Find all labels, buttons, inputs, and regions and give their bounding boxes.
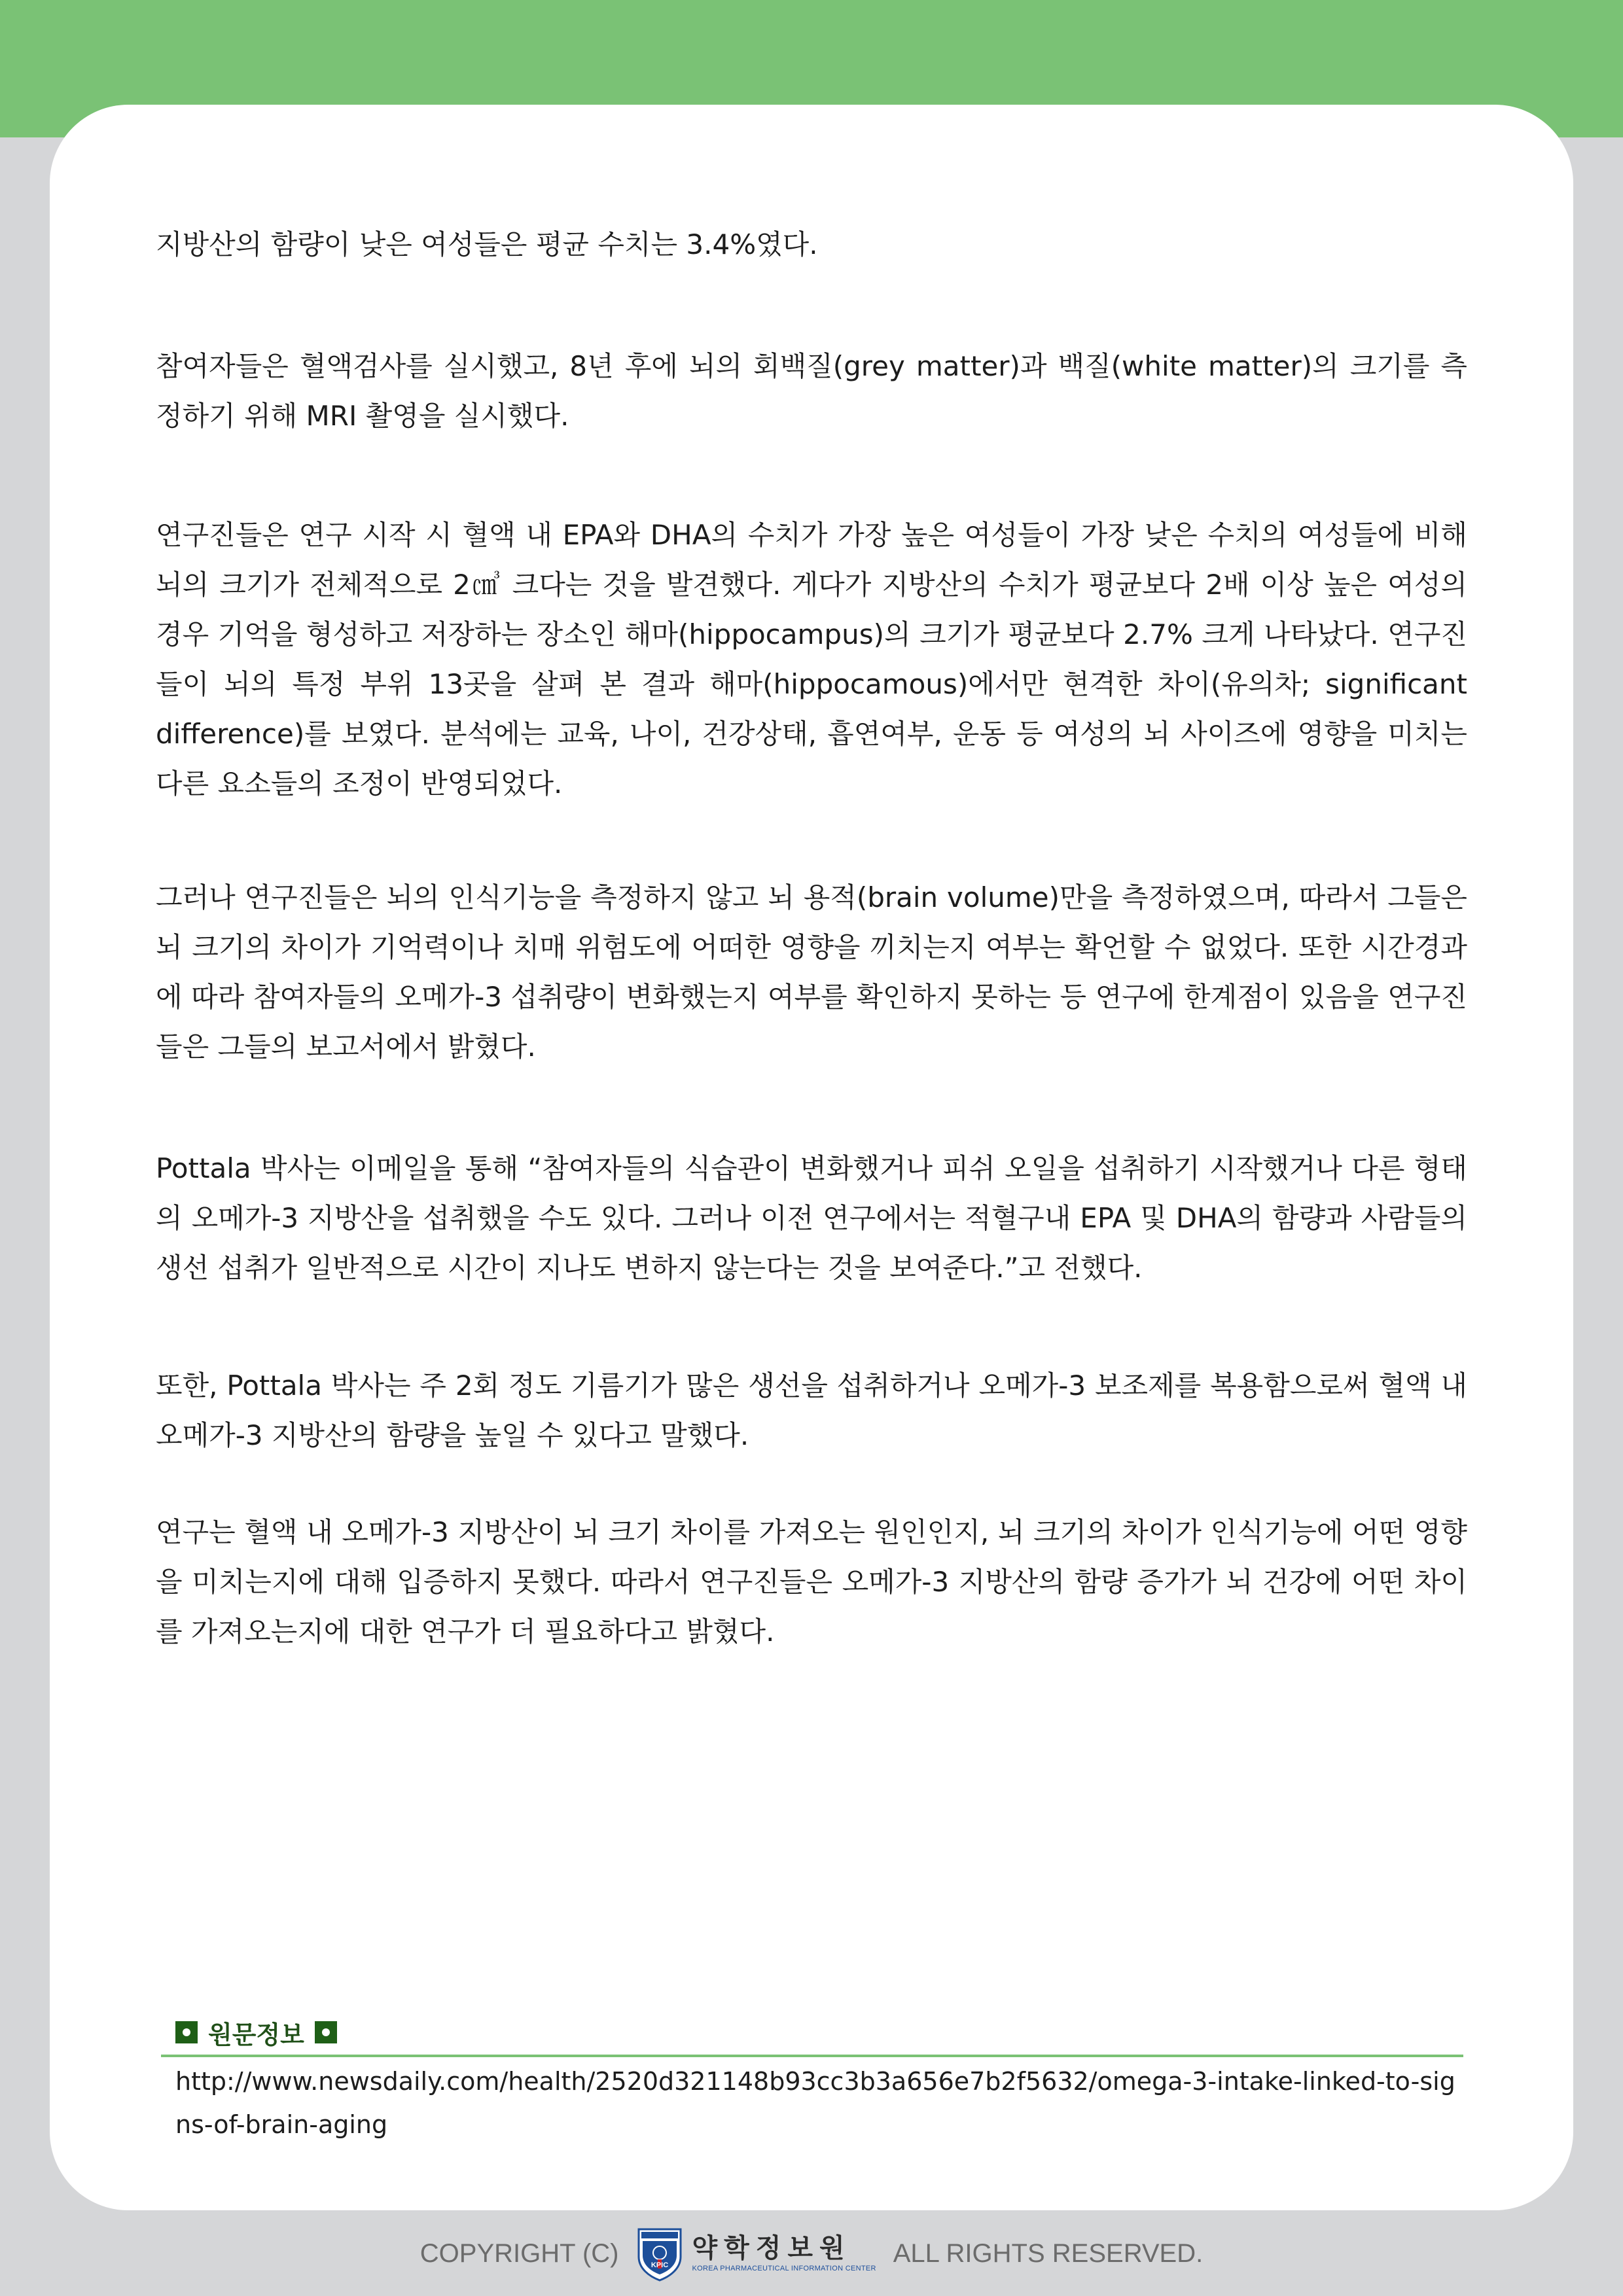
bullet-square-icon xyxy=(315,2021,337,2043)
logo-text-block xyxy=(692,2233,876,2274)
source-info xyxy=(161,2017,1463,2146)
paragraph-4: 그러나 연구진들은 뇌의 인식기능을 측정하지 않고 뇌 용적(brain volume)만을 측정하였으며, 따라서 그들은 뇌 크기의 차이가 기억력이나 치매 위험도에 어떠한 영향을 끼치는지 여부는 확언할 수 없었다. 또한 시간경과에 따라 참여자들의 오메가-3 섭취량이 변화했는지 여부를 확인하지 못하는 등 연구에 한계점이 있음을 연구진들은 그들의 보고서에서 밝혔다. xyxy=(156,881,1467,1063)
kpic-logo xyxy=(636,2225,876,2282)
logo-subtitle: KOREA PHARMACEUTICAL INFORMATION CENTER xyxy=(692,2265,876,2272)
paragraph-7: 연구는 혈액 내 오메가-3 지방산이 뇌 크기 차이를 가져오는 원인인지, 뇌 크기의 차이가 인식기능에 어떤 영향을 미치는지에 대해 입증하지 못했다. 따라서 연구진들은 오메가-3 지방산의 함량 증가가 뇌 건강에 어떤 차이를 가져오는지에 대한 연구가 더 필요하다고 밝혔다. xyxy=(156,1516,1467,1648)
logo-name: 약학정보원 xyxy=(692,2233,851,2263)
paragraph-6: 또한, Pottala 박사는 주 2회 정도 기름기가 많은 생선을 섭취하거나 오메가-3 보조제를 복용함으로써 혈액 내 오메가-3 지방산의 함량을 높일 수 있다고 말했다. xyxy=(156,1369,1467,1451)
paragraph-5: Pottala 박사는 이메일을 통해 “참여자들의 식습관이 변화했거나 피쉬 오일을 섭취하기 시작했거나 다른 형태의 오메가-3 지방산을 섭취했을 수도 있다. 그러나 이전 연구에서는 적혈구내 EPA 및 DHA의 함량과 사람들의 생선 섭취가 일반적으로 시간이 지나도 변하지 않는다는 것을 보여준다.”고 전했다. xyxy=(156,1152,1467,1284)
paragraph-3: 연구진들은 연구 시작 시 혈액 내 EPA와 DHA의 수치가 가장 높은 여성들이 가장 낮은 수치의 여성들에 비해 뇌의 크기가 전체적으로 2㎤ 크다는 것을 발견했다. 게다가 지방산의 수치가 평균보다 2배 이상 높은 여성의 경우 기억을 형성하고 저장하는 장소인 해마(hippocampus)의 크기가 평균보다 2.7% 크게 나타났다. 연구진들이 뇌의 특정 부위 13곳을 살펴 본 결과 해마(hippocamous)에서만 현격한 차이(유의차; significant difference)를 보였다. 분석에는 교육, 나이, 건강상태, 흡연여부, 운동 등 여성의 뇌 사이즈에 영향을 미치는 다른 요소들의 조정이 반영되었다. xyxy=(156,519,1467,800)
footer xyxy=(0,2221,1623,2286)
source-divider xyxy=(161,2055,1463,2057)
svg-text:KPIC: KPIC xyxy=(651,2261,668,2269)
copyright-left: COPYRIGHT (C) xyxy=(419,2238,619,2268)
kpic-shield-icon xyxy=(636,2225,683,2282)
bullet-square-icon xyxy=(175,2021,198,2043)
copyright-right: ALL RIGHTS RESERVED. xyxy=(893,2238,1204,2268)
source-header xyxy=(161,2017,1463,2048)
paragraph-2: 참여자들은 혈액검사를 실시했고, 8년 후에 뇌의 회백질(grey matter)과 백질(white matter)의 크기를 측정하기 위해 MRI 촬영을 실시했다. xyxy=(156,350,1467,432)
source-title: 원문정보 xyxy=(208,2020,304,2049)
paragraph-1: 지방산의 함량이 낮은 여성들은 평균 수치는 3.4%였다. xyxy=(156,228,818,260)
source-url-link[interactable]: http://www.newsdaily.com/health/2520d321148b93cc3b3a656e7b2f5632/omega-3-intake-linked-to-signs-of-brain-aging xyxy=(175,2067,1455,2139)
